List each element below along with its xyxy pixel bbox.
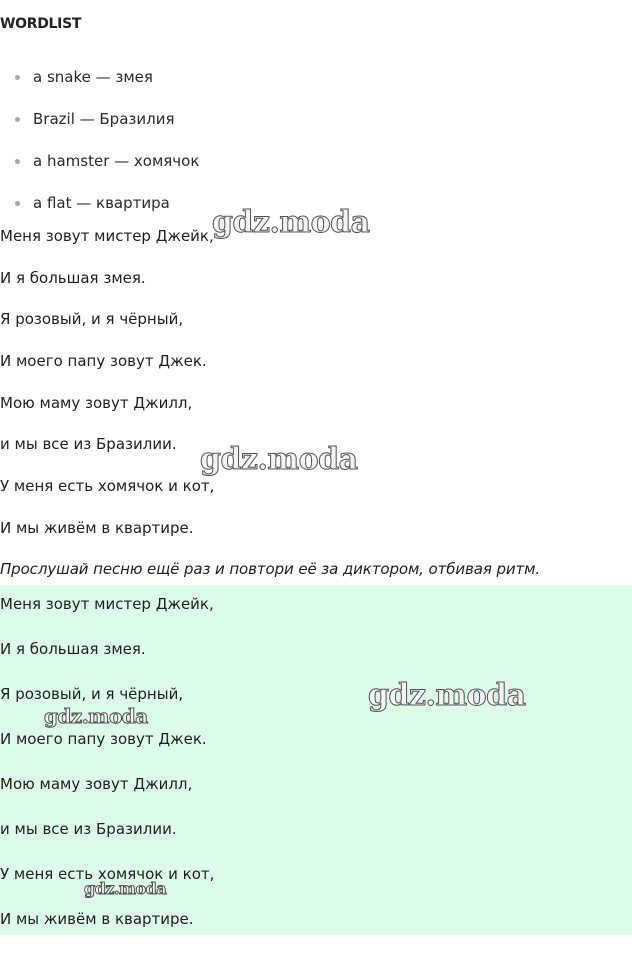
task-instruction: Прослушай песню ещё раз и повтори её за диктором, отбивая ритм. [0,560,541,578]
wordlist-item-text: a snake — змея [33,68,153,86]
wordlist-item [0,144,199,186]
lyrics-line: У меня есть хомячок и кот, [0,477,215,496]
lyrics-line: Мою маму зовут Джилл, [0,393,193,412]
bullet-icon [15,201,20,206]
bullet-icon [15,117,20,122]
wordlist-item-text: a flat — квартира [33,194,170,212]
answer-line: Мою маму зовут Джилл, [0,775,193,793]
answer-line: Я розовый, и я чёрный, [0,685,184,703]
wordlist [0,60,199,228]
answer-line: И мы живём в квартире. [0,910,194,928]
watermark: gdz.moda [200,442,358,477]
wordlist-item-text: a hamster — хомячок [33,152,200,170]
answer-line: И моего папу зовут Джек. [0,730,207,748]
song-lyrics [0,222,214,556]
wordlist-item-text: Brazil — Бразилия [33,110,175,128]
lyrics-line: Я розовый, и я чёрный, [0,310,184,329]
lyrics-line: И моего папу зовут Джек. [0,352,207,371]
lyrics-line: И мы живём в квартире. [0,518,194,537]
answer-line: У меня есть хомячок и кот, [0,865,215,883]
watermark: gdz.moda [368,678,526,713]
watermark: gdz.moda [44,704,148,728]
lyrics-line: и мы все из Бразилии. [0,435,177,454]
answer-line: И я большая змея. [0,640,146,658]
lyrics-line: Меня зовут мистер Джейк, [0,227,214,245]
wordlist-item [0,102,199,144]
lyrics-line: И я большая змея. [0,268,146,287]
watermark: gdz.moda [212,205,370,240]
bullet-icon [15,159,20,164]
answer-line: Меня зовут мистер Джейк, [0,595,214,613]
wordlist-item [0,60,199,102]
answer-line: и мы все из Бразилии. [0,820,177,838]
wordlist-title: WORDLIST [0,16,82,32]
bullet-icon [15,75,20,80]
watermark: gdz.moda [84,879,167,898]
